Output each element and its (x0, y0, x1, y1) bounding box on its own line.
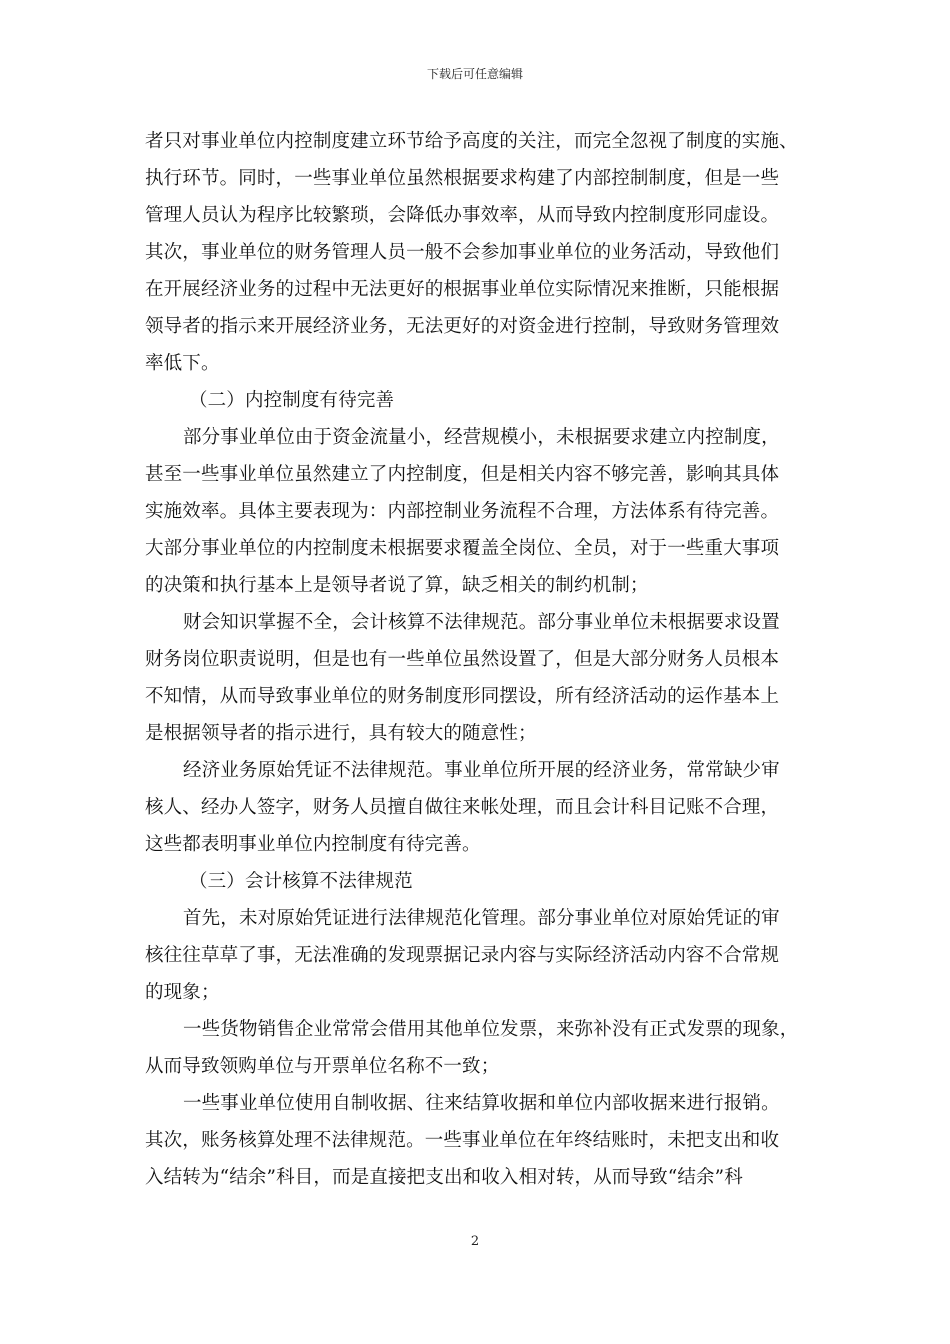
section-heading: （三）会计核算不法律规范 (189, 871, 413, 892)
page-header: 下载后可任意编辑 (426, 67, 523, 81)
text-line: 在开展经济业务的过程中无法更好的根据事业单位实际情况来推断，只能根据 (145, 279, 780, 300)
text-line: 核往往草草了事，无法准确的发现票据记录内容与实际经济活动内容不合常规 (145, 945, 780, 966)
text-line: 从而导致领购单位与开票单位名称不一致； (145, 1056, 500, 1077)
text-line: 一些事业单位使用自制收据、往来结算收据和单位内部收据来进行报销。 (183, 1093, 780, 1114)
text-line: 首先，未对原始凭证进行法律规范化管理。部分事业单位对原始凭证的审 (183, 908, 780, 929)
text-line: 管理人员认为程序比较繁琐，会降低办事效率，从而导致内控制度形同虚设。 (145, 205, 780, 226)
text-line: 财会知识掌握不全，会计核算不法律规范。部分事业单位未根据要求设置 (183, 612, 780, 633)
text-line: 财务岗位职责说明，但是也有一些单位虽然设置了，但是大部分财务人员根本 (145, 649, 780, 670)
text-line: 率低下。 (145, 353, 220, 374)
text-line: 其次，账务核算处理不法律规范。一些事业单位在年终结账时，未把支出和收 (145, 1130, 780, 1151)
text-line: 执行环节。同时，一些事业单位虽然根据要求构建了内部控制制度，但是一些 (145, 168, 780, 189)
text-line: 甚至一些事业单位虽然建立了内控制度，但是相关内容不够完善，影响其具体 (145, 464, 780, 485)
text-line: 其次，事业单位的财务管理人员一般不会参加事业单位的业务活动，导致他们 (145, 242, 780, 263)
page-number: 2 (470, 1234, 480, 1249)
text-line: 这些都表明事业单位内控制度有待完善。 (145, 834, 481, 855)
text-line: 是根据领导者的指示进行，具有较大的随意性； (145, 723, 537, 744)
text-line: 的决策和执行基本上是领导者说了算，缺乏相关的制约机制； (145, 575, 649, 596)
text-line: 一些货物销售企业常常会借用其他单位发票，来弥补没有正式发票的现象， (183, 1019, 799, 1040)
text-line: 领导者的指示来开展经济业务，无法更好的对资金进行控制，导致财务管理效 (145, 316, 780, 337)
text-line: 不知情，从而导致事业单位的财务制度形同摆设，所有经济活动的运作基本上 (145, 686, 780, 707)
text-line: 入结转为“结余”科目，而是直接把支出和收入相对转，从而导致“结余”科 (145, 1167, 743, 1188)
text-line: 大部分事业单位的内控制度未根据要求覆盖全岗位、全员，对于一些重大事项 (145, 538, 780, 559)
text-line: 核人、经办人签字，财务人员擅自做往来帐处理，而且会计科目记账不合理， (145, 797, 780, 818)
text-line: 经济业务原始凭证不法律规范。事业单位所开展的经济业务，常常缺少审 (183, 760, 780, 781)
document-body (145, 123, 807, 1196)
text-line: 的现象； (145, 982, 220, 1003)
text-line: 部分事业单位由于资金流量小，经营规模小，未根据要求建立内控制度， (183, 427, 780, 448)
text-line: 者只对事业单位内控制度建立环节给予高度的关注，而完全忽视了制度的实施、 (145, 131, 798, 152)
text-line: 实施效率。具体主要表现为：内部控制业务流程不合理，方法体系有待完善。 (145, 501, 780, 522)
section-heading: （二）内控制度有待完善 (189, 390, 395, 411)
